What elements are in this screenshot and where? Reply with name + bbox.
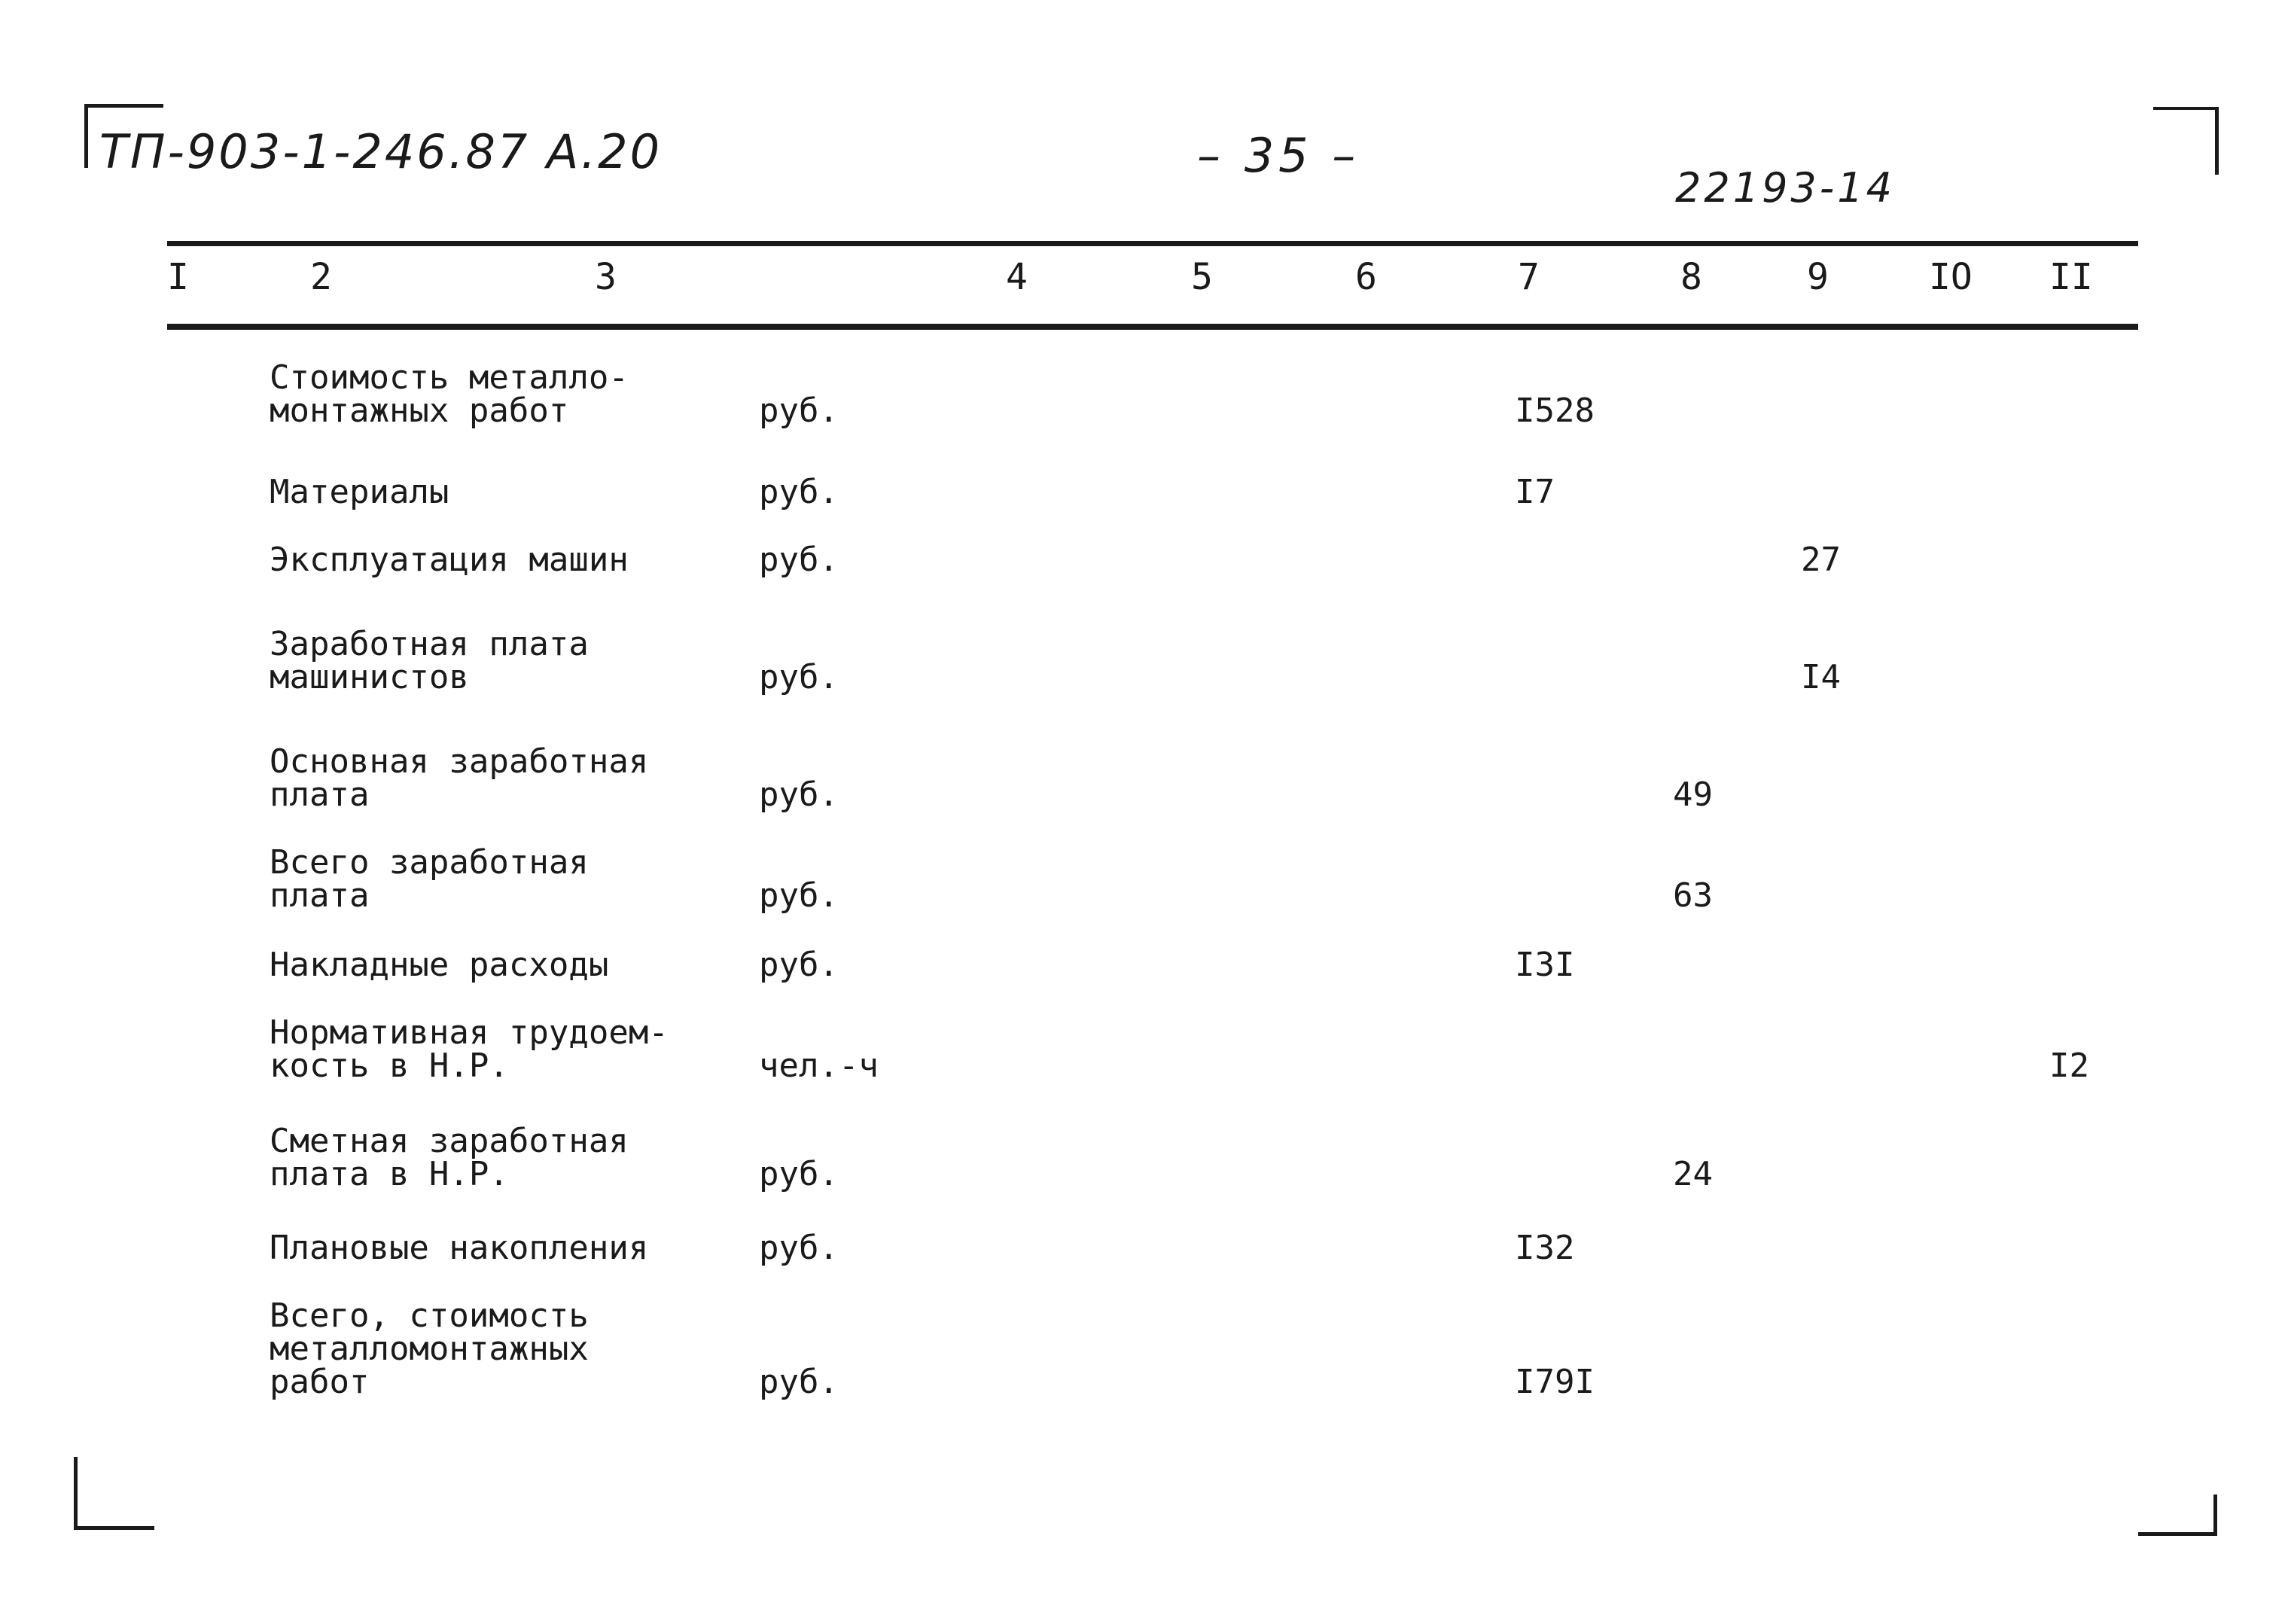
- column-header-2: 2: [310, 256, 332, 298]
- row-unit: руб.: [759, 876, 839, 915]
- table-row: [0, 1229, 2288, 1267]
- row-unit: руб.: [759, 658, 839, 696]
- row-value: 49: [1673, 775, 1713, 814]
- corner-mark-top-right: [2153, 107, 2219, 175]
- reference-number: 22193-14: [1675, 164, 1895, 212]
- column-header-8: 8: [1680, 256, 1702, 298]
- column-header-10: IO: [1929, 256, 1973, 298]
- table-row: [0, 358, 2288, 430]
- table-row: [0, 473, 2288, 511]
- row-name: Основная заработная плата: [270, 742, 649, 814]
- column-header-4: 4: [1006, 256, 1028, 298]
- row-unit: руб.: [759, 946, 839, 984]
- row-name: Всего, стоимость металломонтажных работ: [270, 1296, 589, 1401]
- row-value: I79I: [1515, 1363, 1595, 1401]
- table-row: [0, 1013, 2288, 1085]
- row-name: Заработная плата машинистов: [270, 625, 589, 696]
- row-unit: руб.: [759, 392, 839, 430]
- column-header-5: 5: [1191, 256, 1213, 298]
- row-unit: руб.: [759, 1229, 839, 1267]
- row-name: Всего заработная плата: [270, 843, 589, 915]
- corner-mark-bottom-left: [74, 1457, 154, 1530]
- row-value: I7: [1515, 473, 1555, 511]
- row-value: 27: [1801, 541, 1841, 579]
- column-header-7: 7: [1518, 256, 1540, 298]
- corner-mark-bottom-right: [2138, 1495, 2217, 1536]
- document-code: ТП-903-1-246.87 А.20: [99, 124, 663, 179]
- row-value: I2: [2049, 1047, 2089, 1085]
- row-unit: руб.: [759, 775, 839, 814]
- table-row: [0, 1296, 2288, 1401]
- column-header-11: II: [2049, 256, 2093, 298]
- table-row: [0, 946, 2288, 984]
- row-unit: руб.: [759, 1155, 839, 1193]
- row-unit: руб.: [759, 541, 839, 579]
- column-header-9: 9: [1807, 256, 1829, 298]
- table-header-rule: [167, 324, 2138, 330]
- row-value: 63: [1673, 876, 1713, 915]
- table-top-rule: [167, 241, 2138, 246]
- column-header-1: I: [167, 256, 189, 298]
- row-name: Эксплуатация машин: [270, 541, 629, 579]
- row-name: Нормативная трудоем- кость в Н.Р.: [270, 1013, 669, 1085]
- page-number: – 35 –: [1197, 128, 1360, 183]
- row-value: I4: [1801, 658, 1841, 696]
- column-header-3: 3: [595, 256, 617, 298]
- row-unit: чел.-ч: [759, 1047, 879, 1085]
- table-row: [0, 742, 2288, 814]
- row-value: I3I: [1515, 946, 1575, 984]
- table-row: [0, 1122, 2288, 1193]
- row-name: Сметная заработная плата в Н.Р.: [270, 1122, 629, 1193]
- table-row: [0, 541, 2288, 579]
- column-header-6: 6: [1355, 256, 1377, 298]
- row-name: Стоимость металло- монтажных работ: [270, 358, 629, 430]
- row-name: Материалы: [270, 473, 449, 511]
- row-value: I528: [1515, 392, 1595, 430]
- table-row: [0, 625, 2288, 696]
- row-value: 24: [1673, 1155, 1713, 1193]
- row-name: Плановые накопления: [270, 1229, 649, 1267]
- row-unit: руб.: [759, 1363, 839, 1401]
- table-row: [0, 843, 2288, 915]
- row-value: I32: [1515, 1229, 1575, 1267]
- row-name: Накладные расходы: [270, 946, 609, 984]
- row-unit: руб.: [759, 473, 839, 511]
